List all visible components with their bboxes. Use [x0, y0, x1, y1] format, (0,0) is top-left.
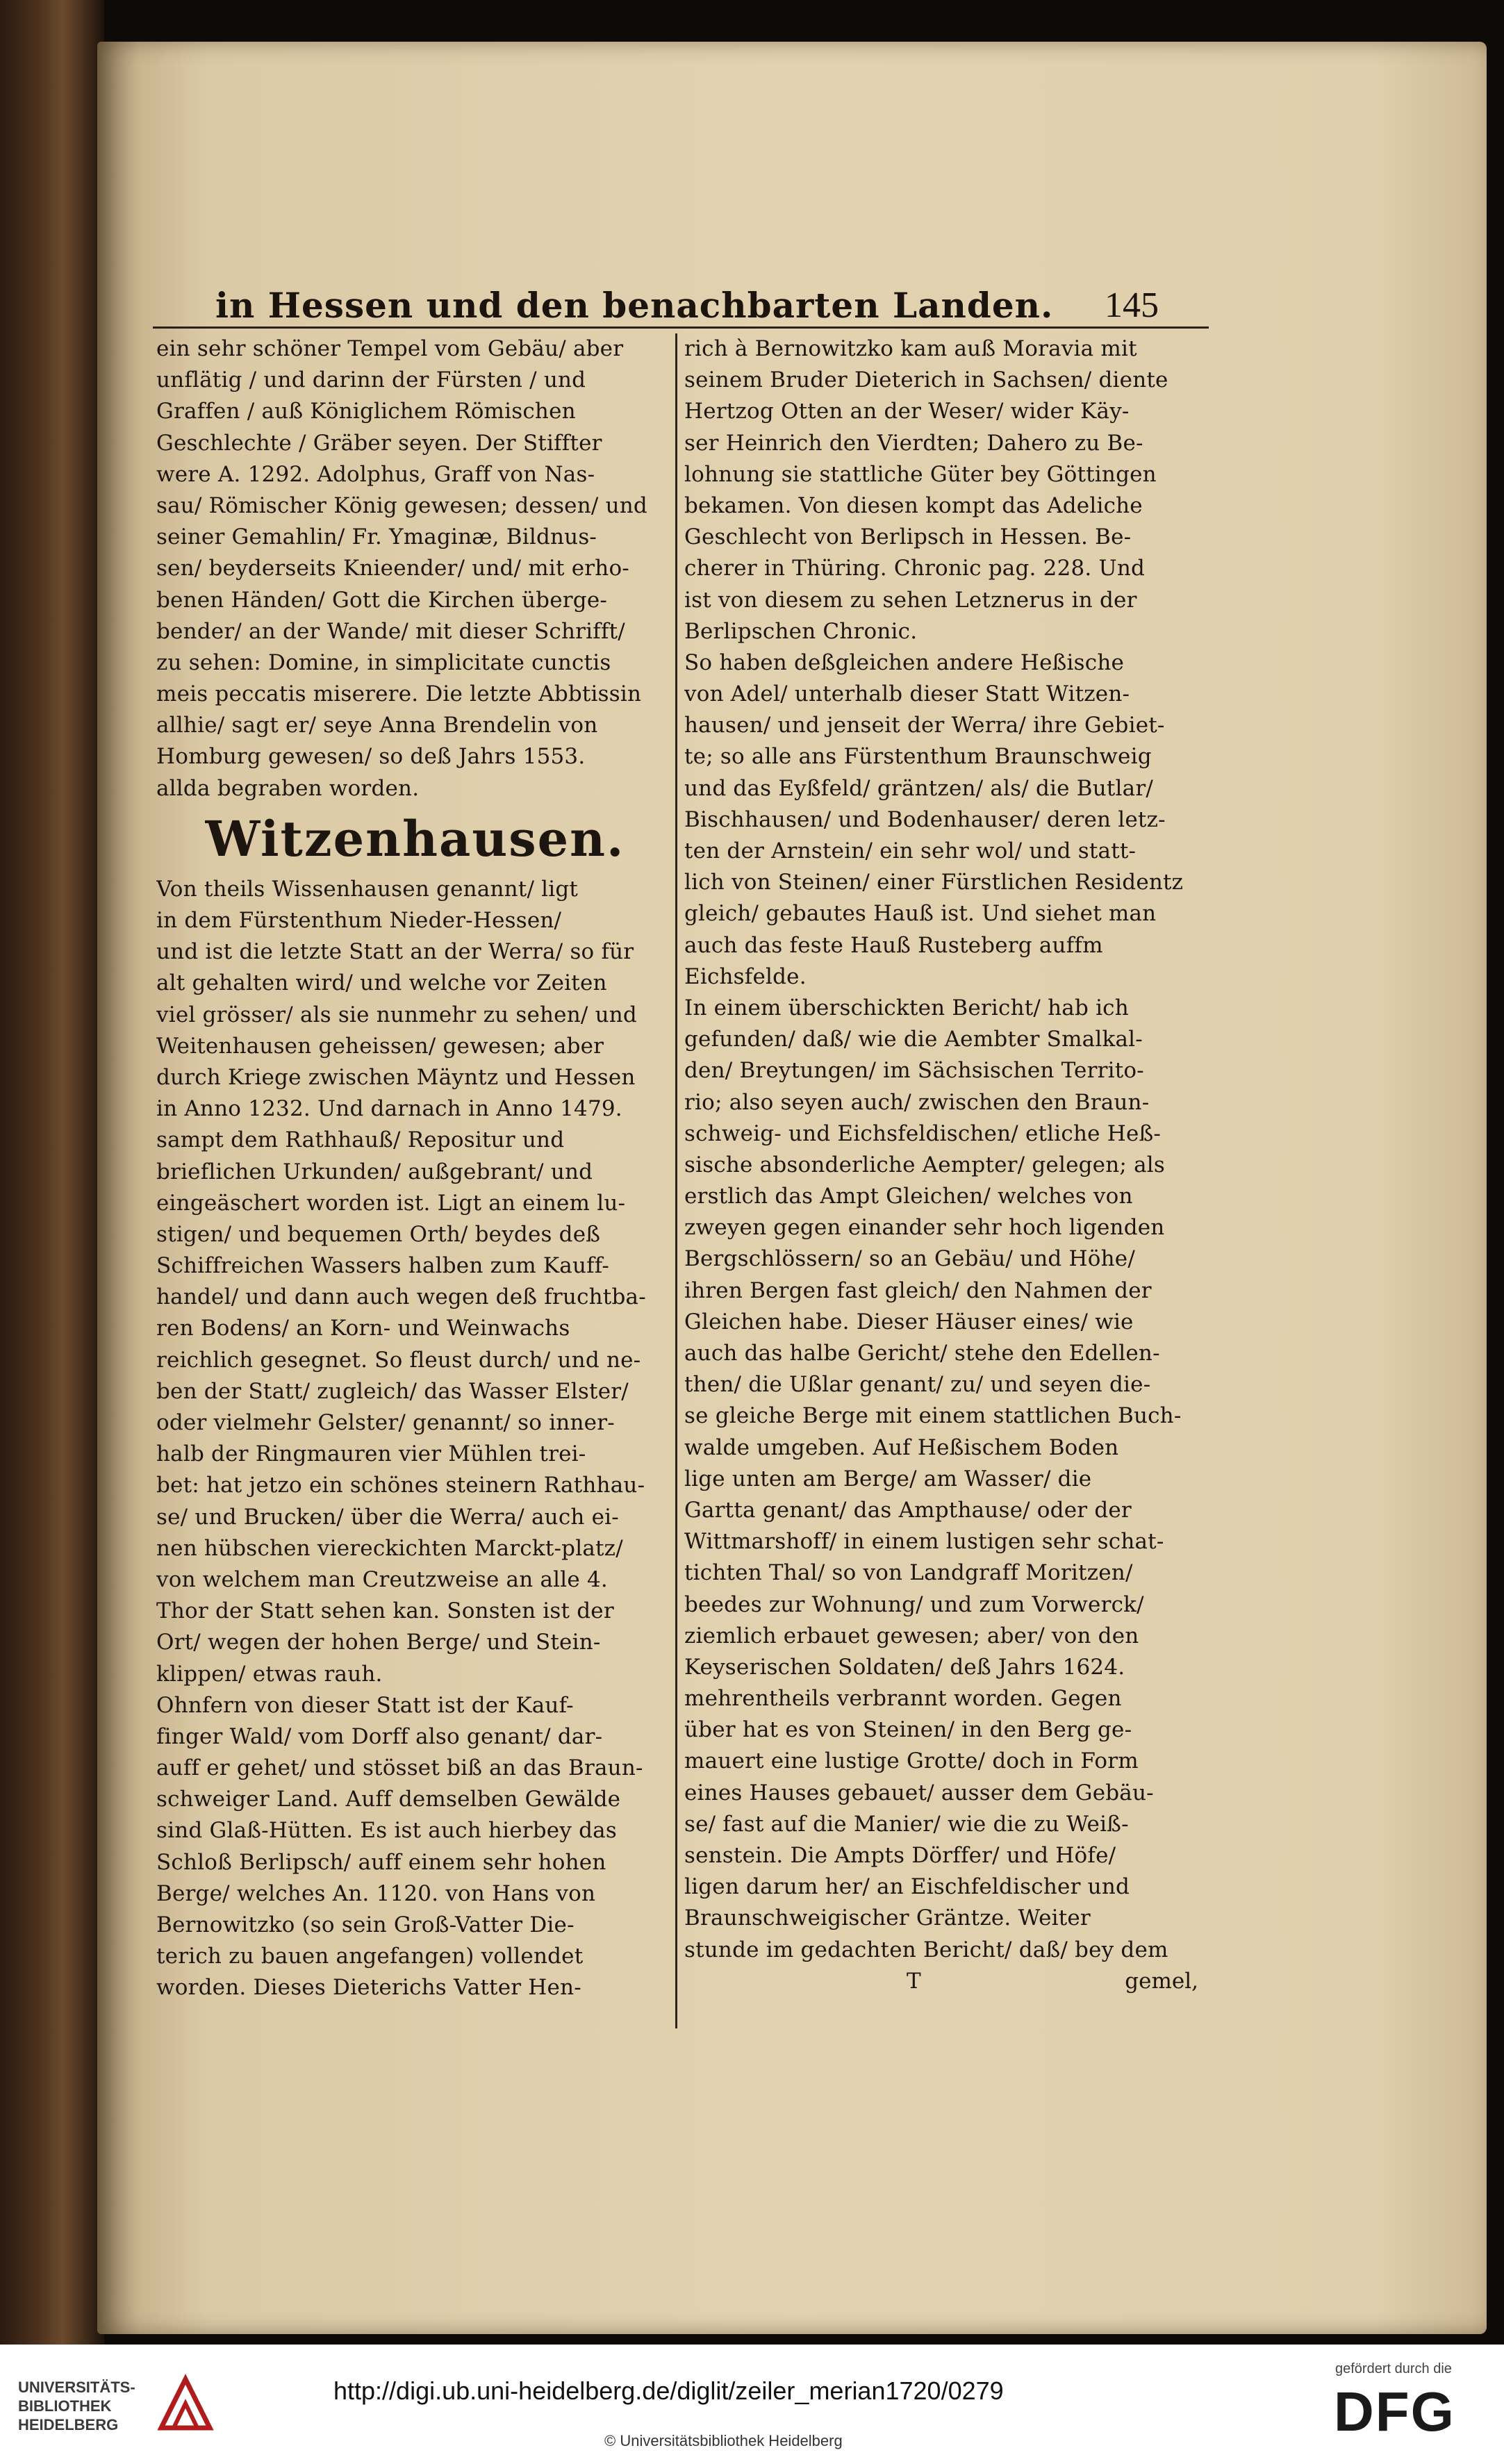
text-line: Hertzog Otten an der Weser/ wider Käy-: [684, 399, 1130, 424]
permalink-url[interactable]: http://digi.ub.uni-heidelberg.de/diglit/zeiler_merian1720/0279: [333, 2376, 1004, 2405]
text-line: se gleiche Berge mit einem stattlichen Buch-: [684, 1403, 1182, 1429]
library-logo-text: [18, 2378, 135, 2434]
text-line: So haben deßgleichen andere Heßische: [684, 650, 1125, 675]
text-line: ziemlich erbauet gewesen; aber/ von den: [684, 1623, 1139, 1648]
text-line: stunde im gedachten Bericht/ daß/ bey dem: [684, 1937, 1168, 1962]
text-line: gleich/ gebautes Hauß ist. Und siehet man: [684, 901, 1157, 927]
header-rule: [153, 326, 1209, 329]
text-line: stigen/ und bequemen Orth/ beydes deß: [156, 1221, 601, 1247]
text-line: sind Glaß-Hütten. Es ist auch hierbey das: [156, 1818, 617, 1844]
copyright-notice: © Universitätsbibliothek Heidelberg: [604, 2432, 843, 2449]
text-line: ein sehr schöner Tempel vom Gebäu/ aber: [156, 336, 624, 361]
sponsor-label: gefördert durch die: [1335, 2361, 1452, 2376]
text-line: reichlich gesegnet. So fleust durch/ und ne-: [156, 1347, 641, 1373]
text-line: lich von Steinen/ einer Fürstlichen Residentz: [684, 870, 1184, 895]
text-line: Weitenhausen geheissen/ gewesen; aber: [156, 1033, 604, 1059]
text-line: cherer in Thüring. Chronic pag. 228. Und: [684, 556, 1146, 581]
text-line: zweyen gegen einander sehr hoch ligenden: [684, 1215, 1165, 1241]
text-line: Eichsfelde.: [684, 964, 807, 989]
text-line: und das Eyßfeld/ gräntzen/ als/ die Butlar/: [684, 775, 1153, 801]
text-line: allhie/ sagt er/ seye Anna Brendelin von: [156, 713, 598, 738]
text-line: halb der Ringmauren vier Mühlen trei-: [156, 1441, 586, 1467]
text-line: gefunden/ daß/ wie die Aembter Smalkal-: [684, 1027, 1143, 1052]
text-line: Schloß Berlipsch/ auff einem sehr hohen: [156, 1849, 606, 1875]
text-line: ist von diesem zu sehen Letznerus in der: [684, 587, 1137, 613]
text-line: Bischhausen/ und Bodenhauser/ deren letz-: [684, 807, 1166, 832]
text-line: beedes zur Wohnung/ und zum Vorwerck/: [684, 1591, 1144, 1617]
signature-line: [684, 1966, 1202, 1997]
text-line: worden. Dieses Dieterichs Vatter Hen-: [156, 1975, 581, 2001]
text-line: finger Wald/ vom Dorff also genant/ dar-: [156, 1723, 603, 1749]
text-line: ihren Bergen fast gleich/ den Nahmen der: [684, 1278, 1152, 1303]
text-line: ligen darum her/ an Eischfeldischer und: [684, 1874, 1130, 1900]
text-line: bet: hat jetzo ein schönes steinern Rathhau-: [156, 1473, 645, 1498]
text-line: von welchem man Creutzweise an alle 4.: [156, 1566, 608, 1592]
text-line: se/ fast auf die Manier/ wie die zu Weiß-: [684, 1811, 1129, 1837]
text-line: viel grösser/ als sie nunmehr zu sehen/ und: [156, 1002, 637, 1027]
text-line: sen/ beyderseits Knieender/ und/ mit erho-: [156, 556, 629, 581]
text-line: sische absonderliche Aempter/ gelegen; als: [684, 1152, 1165, 1177]
text-line: allda begraben worden.: [156, 775, 420, 801]
text-line: von Adel/ unterhalb dieser Statt Witzen-: [684, 681, 1130, 707]
text-line: Thor der Statt sehen kan. Sonsten ist der: [156, 1598, 614, 1624]
dfg-logo: DFG: [1334, 2381, 1455, 2442]
footer-bar: [0, 2345, 1504, 2464]
text-line: in Anno 1232. Und darnach in Anno 1479.: [156, 1096, 622, 1122]
text-line: in dem Fürstenthum Nieder-Hessen/: [156, 908, 562, 933]
left-column-paragraph-b: [156, 874, 674, 2004]
text-line: erstlich das Ampt Gleichen/ welches von: [684, 1184, 1133, 1209]
text-line: lige unten am Berge/ am Wasser/ die: [684, 1466, 1092, 1491]
text-line: mauert eine lustige Grotte/ doch in Form: [684, 1748, 1139, 1774]
library-logo-icon: [154, 2372, 217, 2435]
right-column: [684, 333, 1202, 1997]
running-head: in Hessen und den benachbarten Landen.: [215, 285, 1054, 326]
text-line: alt gehalten wird/ und welche vor Zeiten: [156, 970, 607, 996]
text-line: Berlipschen Chronic.: [684, 618, 918, 644]
text-line: Homburg gewesen/ so deß Jahrs 1553.: [156, 744, 586, 770]
text-line: In einem überschickten Bericht/ hab ich: [684, 995, 1129, 1020]
text-line: ser Heinrich den Vierdten; Dahero zu Be-: [684, 430, 1143, 456]
column-divider: [675, 333, 677, 2028]
section-heading: Witzenhausen.: [205, 809, 625, 868]
text-line: Ort/ wegen der hohen Berge/ und Stein-: [156, 1630, 601, 1655]
left-column-paragraph-a: [156, 333, 674, 804]
text-line: sampt dem Rathhauß/ Repositur und: [156, 1127, 565, 1153]
text-line: then/ die Ußlar genant/ zu/ und seyen die-: [684, 1372, 1151, 1398]
text-line: rich à Bernowitzko kam auß Moravia mit: [684, 336, 1137, 361]
text-line: und ist die letzte Statt an der Werra/ so für: [156, 939, 634, 965]
text-line: zu sehen: Domine, in simplicitate cunctis: [156, 650, 611, 675]
text-line: te; so alle ans Fürstenthum Braunschweig: [684, 744, 1152, 770]
text-line: Bernowitzko (so sein Groß-Vatter Die-: [156, 1912, 575, 1937]
page-number: 145: [1105, 286, 1159, 325]
text-line: nen hübschen viereckichten Marckt-platz/: [156, 1535, 623, 1561]
text-line: rio; also seyen auch/ zwischen den Braun-: [684, 1089, 1150, 1115]
right-column-text: [684, 333, 1202, 1966]
text-line: über hat es von Steinen/ in den Berg ge-: [684, 1717, 1132, 1743]
text-line: were A. 1292. Adolphus, Graff von Nas-: [156, 461, 595, 487]
text-line: Berge/ welches An. 1120. von Hans von: [156, 1880, 596, 1906]
text-line: terich zu bauen angefangen) vollendet: [156, 1944, 584, 1969]
text-line: den/ Breytungen/ im Sächsischen Territo-: [684, 1058, 1144, 1084]
text-line: tichten Thal/ so von Landgraff Moritzen/: [684, 1560, 1133, 1586]
text-line: se/ und Brucken/ über die Werra/ auch ei-: [156, 1504, 619, 1530]
text-line: Geschlechte / Gräber seyen. Der Stiffter: [156, 430, 602, 456]
signature-mark: T: [907, 1968, 921, 1994]
text-line: brieflichen Urkunden/ außgebrant/ und: [156, 1159, 593, 1184]
text-line: bender/ an der Wande/ mit dieser Schrifft/: [156, 618, 625, 644]
text-line: Schiffreichen Wassers halben zum Kauff-: [156, 1253, 610, 1279]
text-line: sau/ Römischer König gewesen; dessen/ und: [156, 493, 647, 518]
text-line: seinem Bruder Dieterich in Sachsen/ diente: [684, 367, 1168, 393]
text-line: Keyserischen Soldaten/ deß Jahrs 1624.: [684, 1654, 1125, 1680]
text-line: Von theils Wissenhausen genannt/ ligt: [156, 876, 579, 902]
text-line: oder vielmehr Gelster/ genannt/ so inner-: [156, 1410, 615, 1435]
text-line: Wittmarshoff/ in einem lustigen sehr schat-: [684, 1529, 1164, 1555]
text-line: schweiger Land. Auff demselben Gewälde: [156, 1787, 621, 1812]
text-line: ben der Statt/ zugleich/ das Wasser Elster/: [156, 1378, 629, 1404]
text-line: Ohnfern von dieser Statt ist der Kauf-: [156, 1692, 574, 1718]
text-line: walde umgeben. Auf Heßischem Boden: [684, 1434, 1119, 1460]
text-line: auch das halbe Gericht/ stehe den Edellen-: [684, 1341, 1160, 1366]
text-line: handel/ und dann auch wegen deß fruchtba-: [156, 1284, 646, 1310]
library-line: HEIDELBERG: [18, 2416, 119, 2433]
text-line: lohnung sie stattliche Güter bey Göttingen: [684, 461, 1157, 487]
text-line: ten der Arnstein/ ein sehr wol/ und statt-: [684, 838, 1137, 863]
text-line: unflätig / und darinn der Fürsten / und: [156, 367, 586, 393]
text-line: benen Händen/ Gott die Kirchen überge-: [156, 587, 608, 613]
text-line: bekamen. Von diesen kompt das Adeliche: [684, 493, 1143, 518]
library-line: BIBLIOTHEK: [18, 2397, 112, 2415]
catchword: gemel,: [1125, 1968, 1198, 1994]
left-column: [156, 333, 674, 2004]
text-line: seiner Gemahlin/ Fr. Ymaginæ, Bildnus-: [156, 524, 597, 550]
text-line: klippen/ etwas rauh.: [156, 1661, 383, 1687]
text-line: hausen/ und jenseit der Werra/ ihre Gebiet-: [684, 713, 1165, 738]
text-line: auch das feste Hauß Rusteberg auffm: [684, 932, 1103, 958]
text-line: Bergschlössern/ so an Gebäu/ und Höhe/: [684, 1246, 1135, 1272]
text-line: schweig- und Eichsfeldischen/ etliche Heß-: [684, 1121, 1162, 1146]
book-binding: [0, 0, 104, 2345]
text-line: eingeäschert worden ist. Ligt an einem lu-: [156, 1190, 626, 1216]
text-line: senstein. Die Ampts Dörffer/ und Höfe/: [684, 1843, 1116, 1868]
text-line: Graffen / auß Königlichem Römischen: [156, 399, 576, 424]
text-line: auff er gehet/ und stösset biß an das Braun-: [156, 1755, 643, 1781]
text-line: Gleichen habe. Dieser Häuser eines/ wie: [684, 1309, 1134, 1334]
text-line: Geschlecht von Berlipsch in Hessen. Be-: [684, 524, 1132, 550]
text-line: Braunschweigischer Gräntze. Weiter: [684, 1905, 1091, 1931]
library-line: UNIVERSITÄTS-: [18, 2379, 135, 2396]
text-line: meis peccatis miserere. Die letzte Abbtissin: [156, 681, 642, 707]
text-line: ren Bodens/ an Korn- und Weinwachs: [156, 1316, 570, 1341]
text-line: eines Hauses gebauet/ ausser dem Gebäu-: [684, 1780, 1154, 1805]
text-line: mehrentheils verbrannt worden. Gegen: [684, 1686, 1122, 1712]
text-line: Gartta genant/ das Ampthause/ oder der: [684, 1497, 1132, 1523]
text-line: durch Kriege zwischen Mäyntz und Hessen: [156, 1064, 636, 1090]
